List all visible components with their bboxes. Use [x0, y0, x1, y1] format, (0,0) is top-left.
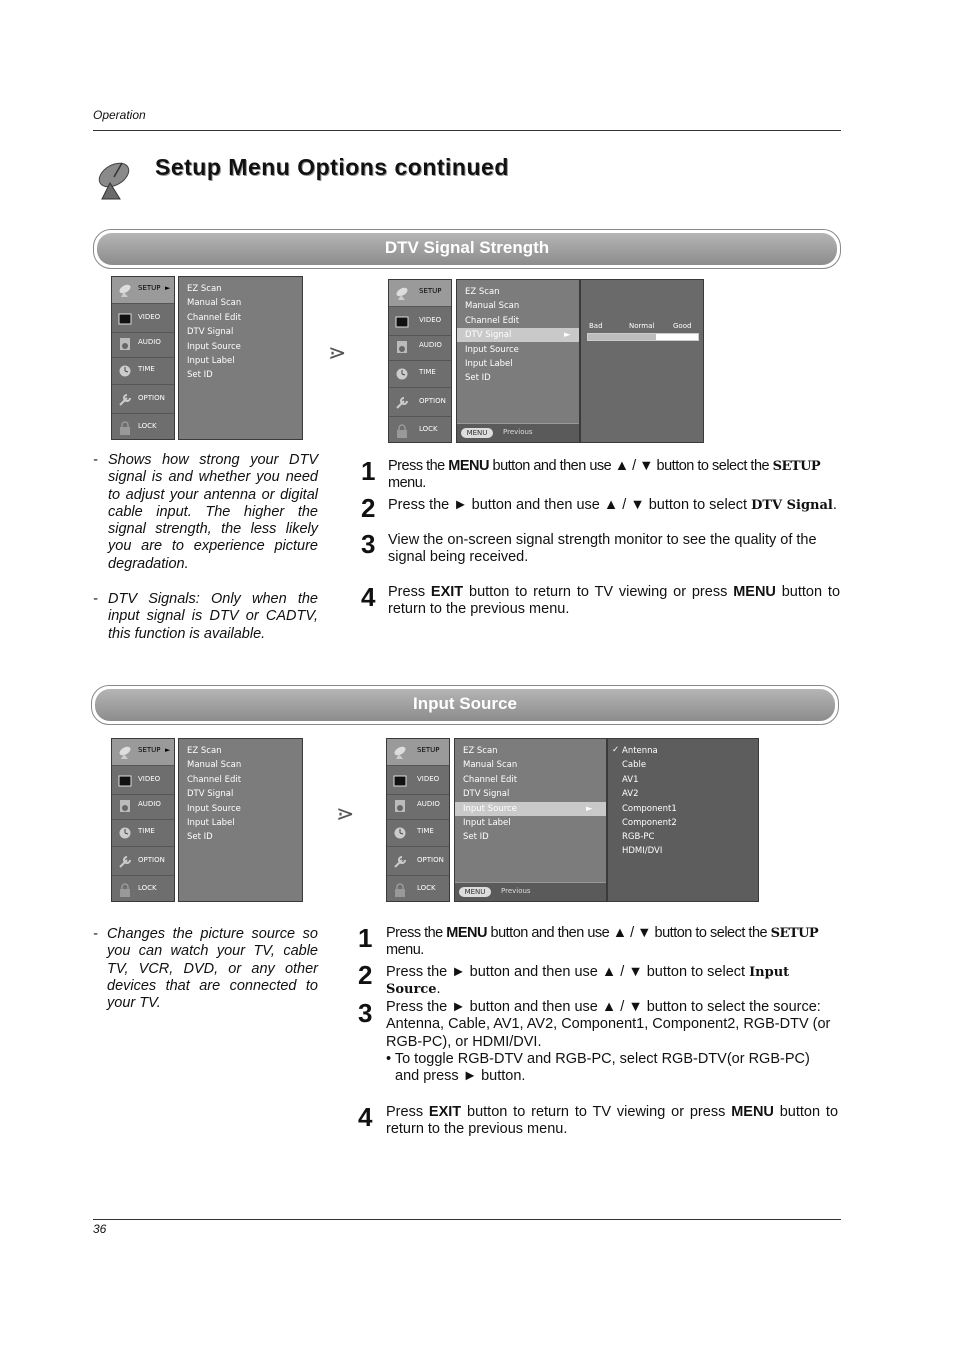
menu-tab-label: SETUP — [138, 746, 161, 754]
banner-title: DTV Signal Strength — [97, 233, 837, 265]
menu-button[interactable]: MENU — [459, 887, 491, 897]
footer-rule — [93, 1219, 841, 1220]
banner-dtv-signal-strength — [93, 229, 841, 269]
menu-icon-column — [111, 738, 175, 902]
tv-screen-icon — [118, 774, 132, 788]
satellite-dish-icon — [92, 155, 138, 201]
step-text: View the on-screen signal strength monitor to see the quality of the signal being received. — [388, 532, 817, 566]
menu-item-ez-scan[interactable]: EZ Scan — [187, 746, 222, 756]
menu-item-input-label[interactable]: Input Label — [465, 359, 513, 369]
menu-item-dtv-signal[interactable]: DTV Signal — [463, 789, 510, 799]
signal-meter-fill — [588, 334, 656, 340]
menu-tab-option[interactable] — [112, 849, 174, 876]
menu-tab-label: AUDIO — [138, 800, 161, 808]
padlock-icon — [395, 424, 409, 438]
menu-icon-column — [386, 738, 450, 902]
menu-item-input-label[interactable]: Input Label — [187, 818, 235, 828]
menu-item-list — [178, 276, 303, 440]
menu-tab-audio[interactable] — [389, 334, 451, 361]
input-source-options-panel — [607, 738, 759, 902]
menu-tab-label: LOCK — [138, 422, 157, 430]
menu-item-dtv-signal: DTV Signal — [465, 330, 512, 340]
step-number: 3 — [358, 998, 373, 1028]
menu-tab-video[interactable] — [112, 306, 174, 333]
play-arrow-icon: ► — [165, 284, 171, 292]
menu-icon-column — [111, 276, 175, 440]
padlock-icon — [118, 421, 132, 435]
wrench-icon — [395, 396, 409, 410]
menu-tab-setup[interactable] — [112, 277, 174, 304]
padlock-icon — [118, 883, 132, 897]
step-number: 4 — [358, 1102, 373, 1132]
step-text: Press the MENU button and then use ▲ / ▼ button to select the SETUP menu. — [388, 458, 821, 492]
menu-item-channel-edit[interactable]: Channel Edit — [187, 775, 242, 785]
menu-tab-label: OPTION — [138, 394, 165, 402]
menu-item-ez-scan[interactable]: EZ Scan — [465, 287, 500, 297]
speaker-icon — [118, 337, 132, 351]
menu-tab-label: LOCK — [138, 884, 157, 892]
setup-menu-screen — [111, 276, 303, 440]
menu-item-set-id[interactable]: Set ID — [465, 373, 491, 383]
menu-tab-option[interactable] — [387, 849, 449, 876]
clock-icon — [395, 367, 409, 381]
menu-tab-audio[interactable] — [112, 331, 174, 358]
source-option-antenna[interactable]: Antenna — [622, 746, 658, 756]
signal-strength-panel — [580, 279, 704, 443]
menu-tab-video[interactable] — [112, 768, 174, 795]
menu-tab-lock[interactable] — [387, 877, 449, 904]
menu-item-list — [178, 738, 303, 902]
tv-screen-icon — [393, 774, 407, 788]
menu-tab-label: VIDEO — [138, 313, 161, 321]
clock-icon — [393, 826, 407, 840]
speaker-icon — [118, 799, 132, 813]
menu-button[interactable]: MENU — [461, 428, 493, 438]
source-option-cable[interactable]: Cable — [622, 760, 647, 770]
source-option-component2[interactable]: Component2 — [622, 818, 677, 828]
source-option-av1[interactable]: AV1 — [622, 775, 639, 785]
menu-tab-label: VIDEO — [417, 775, 440, 783]
step-number: 2 — [358, 960, 373, 990]
step-text: Press EXIT button to return to TV viewing or press MENU button to return to the previous menu. — [388, 584, 841, 618]
menu-item-input-source[interactable]: Input Source — [187, 342, 241, 352]
menu-tab-option[interactable] — [112, 387, 174, 414]
menu-tab-setup[interactable] — [389, 280, 451, 307]
page-number: 36 — [93, 1222, 107, 1236]
play-arrow-icon: ► — [586, 804, 593, 814]
next-arrow-icon: ⋗ — [336, 801, 355, 826]
note-text: DTV Signals: Only when the input signal is DTV or CADTV, this function is available. — [108, 591, 318, 642]
banner-input-source — [91, 685, 839, 725]
menu-item-channel-edit[interactable]: Channel Edit — [465, 316, 520, 326]
satellite-dish-icon — [118, 283, 132, 297]
menu-tab-lock[interactable] — [389, 418, 451, 445]
menu-item-dtv-signal[interactable]: DTV Signal — [187, 327, 234, 337]
banner-title: Input Source — [95, 689, 835, 721]
source-option-hdmi-dvi[interactable]: HDMI/DVI — [622, 846, 663, 856]
signal-good-label: Good — [673, 322, 692, 330]
menu-tab-label: AUDIO — [417, 800, 440, 808]
menu-item-ez-scan[interactable]: EZ Scan — [187, 284, 222, 294]
menu-tab-setup[interactable] — [112, 739, 174, 766]
note-text: Shows how strong your DTV signal is and whether you need to adjust your antenna or digital cable input. The higher the signal strength, the less likely you are to experience picture degradation. — [108, 452, 318, 572]
satellite-dish-icon — [118, 745, 132, 759]
menu-item-input-label[interactable]: Input Label — [463, 818, 511, 828]
menu-icon-column — [388, 279, 452, 443]
menu-tab-setup[interactable] — [387, 739, 449, 766]
satellite-dish-icon — [395, 286, 409, 300]
speaker-icon — [393, 799, 407, 813]
note-text: Changes the picture source so you can watch your TV, cable TV, VCR, DVD, or any other devices that are connected to your TV. — [107, 926, 318, 1012]
menu-tab-label: OPTION — [417, 856, 444, 864]
play-arrow-icon: ► — [165, 746, 171, 754]
signal-normal-label: Normal — [629, 322, 655, 330]
menu-tab-audio[interactable] — [112, 793, 174, 820]
menu-tab-label: TIME — [419, 368, 436, 376]
menu-tab-option[interactable] — [389, 390, 451, 417]
clock-icon — [118, 826, 132, 840]
menu-tab-time[interactable] — [387, 820, 449, 847]
menu-tab-lock[interactable] — [112, 415, 174, 442]
note-1: - Shows how strong your DTV signal is and whether you need to adjust your antenna or digital cable input. The higher the signal strength, the less likely you are to experience picture degradation. — [93, 452, 318, 572]
menu-item-manual-scan[interactable]: Manual Scan — [187, 760, 242, 770]
menu-item-manual-scan[interactable]: Manual Scan — [465, 301, 520, 311]
source-option-rgb-pc[interactable]: RGB-PC — [622, 832, 655, 842]
page-title: Setup Menu Options continued — [155, 154, 509, 180]
menu-tab-label: AUDIO — [419, 341, 442, 349]
dtv-signal-menu-screen — [388, 279, 704, 443]
input-source-menu-screen — [386, 738, 760, 902]
source-option-av2[interactable]: AV2 — [622, 789, 639, 799]
speaker-icon — [395, 340, 409, 354]
clock-icon — [118, 364, 132, 378]
menu-tab-video[interactable] — [387, 768, 449, 795]
menu-tab-lock[interactable] — [112, 877, 174, 904]
menu-item-list — [456, 279, 580, 443]
tv-screen-icon — [395, 315, 409, 329]
menu-item-input-source[interactable]: Input Source — [187, 804, 241, 814]
menu-tab-label: LOCK — [417, 884, 436, 892]
menu-tab-label: TIME — [138, 365, 155, 373]
menu-tab-label: SETUP — [138, 284, 161, 292]
next-arrow-icon: ⋗ — [328, 340, 347, 365]
menu-tab-label: SETUP — [417, 746, 440, 754]
header-rule — [93, 130, 841, 131]
step-text: Press the ► button and then use ▲ / ▼ button to select the source: Antenna, Cable, AV1, AV2, Component1, Component2, RGB-DTV (or RGB-PC), or HDMI/DVI. • To toggle RGB-DTV and RGB-PC, select RGB-DTV(or RGB-PC) and press ► button. — [386, 999, 831, 1085]
menu-tab-label: OPTION — [419, 397, 446, 405]
section-label: Operation — [93, 108, 146, 122]
setup-menu-screen — [111, 738, 303, 902]
menu-tab-time[interactable] — [389, 361, 451, 388]
menu-item-ez-scan[interactable]: EZ Scan — [463, 746, 498, 756]
step-number: 2 — [361, 493, 376, 523]
step-number: 3 — [361, 529, 376, 559]
wrench-icon — [393, 855, 407, 869]
source-option-component1[interactable]: Component1 — [622, 804, 677, 814]
menu-tab-time[interactable] — [112, 358, 174, 385]
menu-item-set-id[interactable]: Set ID — [187, 370, 213, 380]
step-text: Press the ► button and then use ▲ / ▼ button to select DTV Signal. — [388, 497, 837, 513]
step-text: Press the MENU button and then use ▲ / ▼ button to select the SETUP menu. — [386, 925, 819, 959]
menu-item-channel-edit[interactable]: Channel Edit — [463, 775, 518, 785]
menu-tab-label: LOCK — [419, 425, 438, 433]
step-text: Press EXIT button to return to TV viewing or press MENU button to return to the previous menu. — [386, 1104, 839, 1138]
menu-item-manual-scan[interactable]: Manual Scan — [187, 298, 242, 308]
menu-item-channel-edit[interactable]: Channel Edit — [187, 313, 242, 323]
step-number: 1 — [358, 923, 373, 953]
menu-tab-video[interactable] — [389, 309, 451, 336]
menu-tab-label: SETUP — [419, 287, 442, 295]
menu-item-highlight[interactable] — [455, 802, 606, 816]
menu-footer — [457, 423, 579, 442]
menu-item-manual-scan[interactable]: Manual Scan — [463, 760, 518, 770]
padlock-icon — [393, 883, 407, 897]
menu-item-list — [454, 738, 607, 902]
menu-item-input-label[interactable]: Input Label — [187, 356, 235, 366]
satellite-dish-icon — [393, 745, 407, 759]
note-1: - Changes the picture source so you can watch your TV, cable TV, VCR, DVD, or any other devices that are connected to your TV. — [93, 926, 318, 1012]
menu-tab-label: AUDIO — [138, 338, 161, 346]
menu-footer — [455, 882, 606, 901]
menu-item-dtv-signal[interactable]: DTV Signal — [187, 789, 234, 799]
wrench-icon — [118, 393, 132, 407]
signal-bad-label: Bad — [589, 322, 603, 330]
menu-tab-label: TIME — [138, 827, 155, 835]
previous-label: Previous — [503, 428, 533, 436]
wrench-icon — [118, 855, 132, 869]
menu-tab-label: VIDEO — [138, 775, 161, 783]
step-number: 4 — [361, 582, 376, 612]
menu-item-input-source: Input Source — [463, 804, 517, 814]
menu-tab-time[interactable] — [112, 820, 174, 847]
play-arrow-icon: ► — [564, 330, 571, 340]
menu-tab-audio[interactable] — [387, 793, 449, 820]
menu-tab-label: TIME — [417, 827, 434, 835]
check-icon: ✓ — [612, 745, 620, 755]
tv-screen-icon — [118, 312, 132, 326]
menu-item-input-source[interactable]: Input Source — [465, 345, 519, 355]
menu-tab-label: VIDEO — [419, 316, 442, 324]
step-text: Press the ► button and then use ▲ / ▼ button to select Input Source. — [386, 964, 790, 998]
previous-label: Previous — [501, 887, 531, 895]
menu-tab-label: OPTION — [138, 856, 165, 864]
menu-item-set-id[interactable]: Set ID — [463, 832, 489, 842]
signal-meter — [587, 333, 699, 341]
menu-item-set-id[interactable]: Set ID — [187, 832, 213, 842]
menu-item-highlight[interactable] — [457, 328, 579, 342]
note-2: - DTV Signals: Only when the input signal is DTV or CADTV, this function is available. — [93, 591, 318, 642]
step-number: 1 — [361, 456, 376, 486]
